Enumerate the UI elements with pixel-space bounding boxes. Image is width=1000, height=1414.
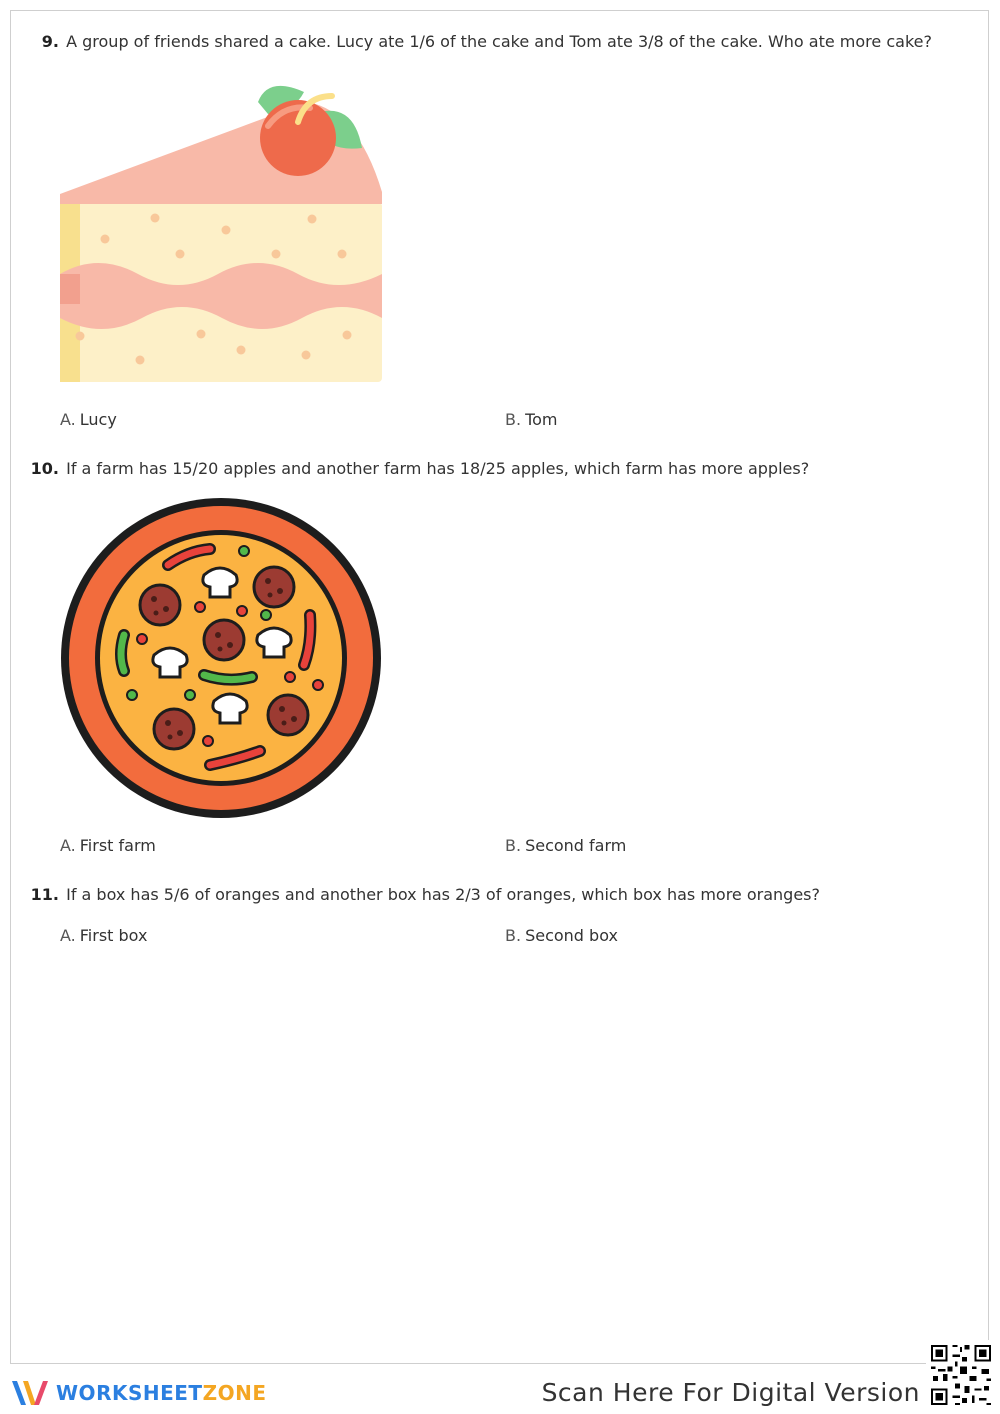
- pizza-icon: [58, 495, 384, 821]
- option-b[interactable]: [505, 410, 558, 429]
- option-letter: A.: [60, 926, 76, 945]
- option-label: Second box: [525, 926, 618, 945]
- option-letter: B.: [505, 410, 522, 429]
- option-letter: A.: [60, 836, 76, 855]
- question-text: If a box has 5/6 of oranges and another box has 2/3 of oranges, which box has more oranges?: [66, 885, 820, 904]
- cake-slice-icon: [58, 82, 384, 384]
- option-letter: A.: [60, 410, 76, 429]
- question-number: 11.: [30, 885, 59, 904]
- option-label: First farm: [79, 836, 156, 855]
- qr-code-icon[interactable]: [926, 1340, 996, 1410]
- option-label: Tom: [525, 410, 558, 429]
- option-label: First box: [79, 926, 148, 945]
- brand-part-2: ZONE: [202, 1381, 267, 1405]
- option-letter: B.: [505, 836, 522, 855]
- question-11: [25, 885, 820, 904]
- question-text: If a farm has 15/20 apples and another farm has 18/25 apples, which farm has more apples?: [66, 459, 810, 478]
- brand-logo[interactable]: [10, 1376, 266, 1410]
- worksheetzone-logo-icon: [10, 1377, 50, 1409]
- question-number: 10.: [30, 459, 59, 478]
- option-a[interactable]: [60, 926, 147, 945]
- option-label: Lucy: [79, 410, 117, 429]
- question-number: 9.: [41, 32, 59, 51]
- option-b[interactable]: [505, 836, 626, 855]
- option-a[interactable]: [60, 836, 156, 855]
- option-letter: B.: [505, 926, 522, 945]
- question-text: A group of friends shared a cake. Lucy ate 1/6 of the cake and Tom ate 3/8 of the cake. Who ate more cake?: [66, 32, 932, 51]
- option-a[interactable]: [60, 410, 117, 429]
- question-10: [25, 459, 809, 478]
- brand-name: [56, 1381, 266, 1405]
- option-label: Second farm: [525, 836, 627, 855]
- brand-part-1: WORKSHEET: [56, 1381, 203, 1405]
- option-b[interactable]: [505, 926, 618, 945]
- scan-instruction: Scan Here For Digital Version: [541, 1378, 920, 1407]
- question-9: [25, 32, 932, 51]
